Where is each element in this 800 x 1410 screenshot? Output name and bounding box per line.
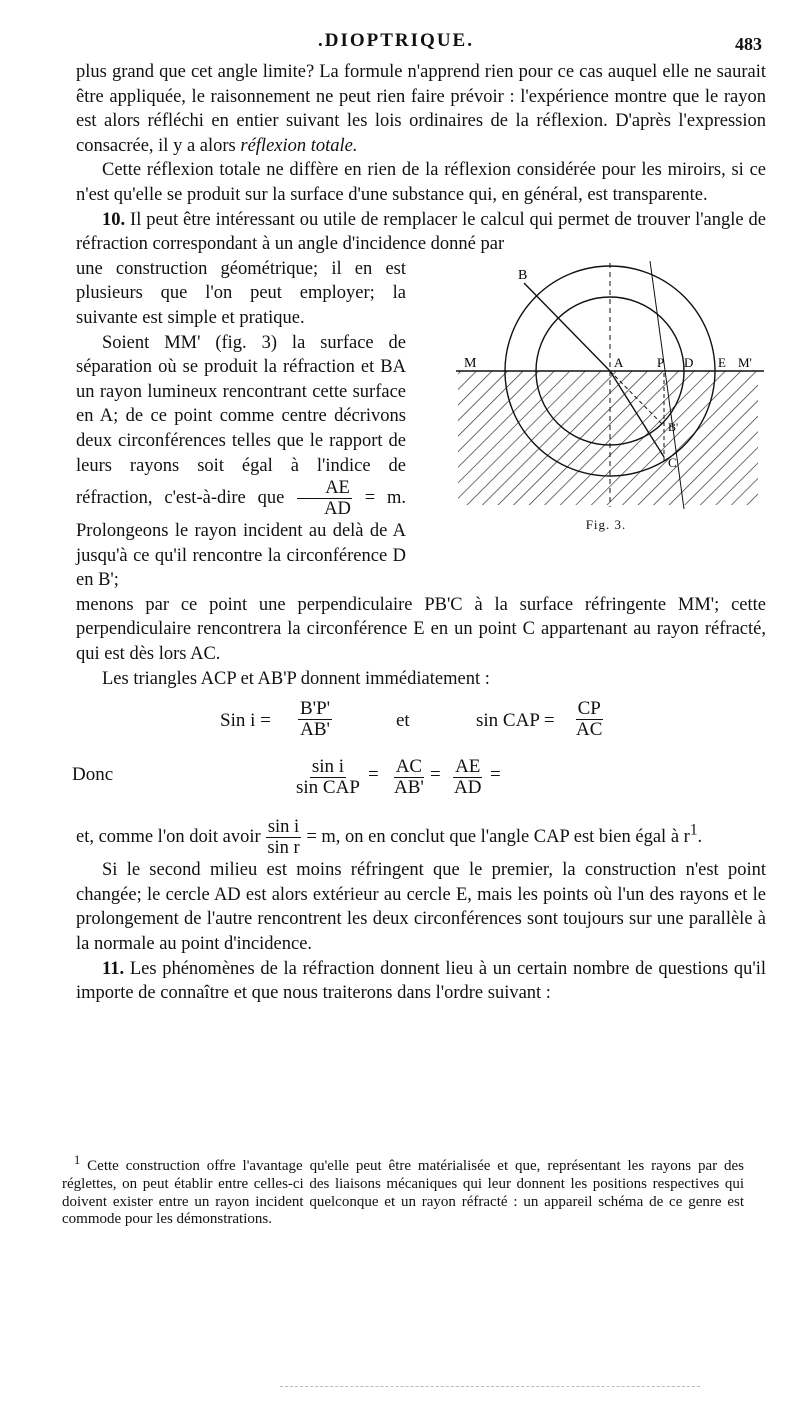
que-text: que [257,487,285,508]
label-M: M [464,355,477,371]
equation-donc [72,749,766,807]
paragraph-soient-text: Soient MM' (fig. 3) la surface de séparation où se produit la réfraction et BA un rayon lumineux rencontrant cette surface en A; de ce point comme centre décrivons deux circonférences telles que le rapport de leurs rayons soit égal à l'indice de réfraction, c'est-à-dire [76,332,406,508]
paragraph-11 [76,957,766,1006]
section-number-10: 10. [102,209,126,230]
paragraph-soient [76,331,406,593]
figure-3 [446,261,766,538]
paragraph-10 [76,208,766,257]
label-M-prime: M' [738,354,752,370]
footnote [62,1152,744,1229]
eq1-and: et [396,710,410,732]
paragraph-2: Cette réflexion totale ne diffère en rien de la réflexion considérée pour les miroirs, si ce n'est qu'elle se produit sur la surface d'une substance qui, en général, est transparente. [76,160,766,205]
page-header [0,28,800,54]
bottom-rule [280,1386,700,1387]
paragraph-10-text: Il peut être intéressant ou utile de remplacer le calcul qui permet de trouver l'angle de réfraction correspondant à un angle d'incidence donné par [76,209,766,255]
paragraph-1 [76,60,766,158]
paragraph-1-italic: réflexion totale. [240,135,358,156]
label-A: A [614,354,624,370]
eq2-equals-2: = [430,764,441,786]
section-number-11: 11. [102,958,125,979]
fraction-AE-AD: $\frac{AE}{AD}$ [296,478,353,519]
page-number: 483 [735,34,762,54]
eq2-frac2: $\frac{AC}{AB'}$ [394,756,424,799]
paragraph-comme: et, comme l'on doit avoir $\frac{\text{sin i}}{\text{sin r}}$ = m, on en conclut que l'angle CAP est bien égal à $r^1$. [76,817,703,859]
donc-label: Donc [72,764,114,786]
paragraph-menons: menons par ce point une perpendiculaire PB'C à la surface réfringente MM'; cette perpendiculaire rencontrera la circonférence E en un point C appartenant au rayon réfracté, qui est dès lors AC. [76,594,766,665]
footnote-ref: 1 [689,821,698,839]
comme-pre: et, comme l'on doit avoir [76,827,261,847]
comme-post: = m, on en conclut que l'angle CAP est bien égal à r [306,827,690,847]
refraction-diagram [446,261,766,509]
main-text [72,60,767,1006]
wrapped-text [76,257,406,593]
footnote-text: Cette construction offre l'avantage qu'elle peut être matérialisée et que, représentant les rayons par des réglettes, on peut établir entre celles-ci des liaisons mécaniques qui leur donnent les positions respectives qui doivent exister entre un rayon incident quelconque et un rayon réfracté : un appareil schéma de ce genre est commode pour les démonstrations. [62,1158,745,1228]
paragraph-second-milieu: Si le second milieu est moins réfringent que le premier, la construction n'est point changée; le cercle AD est alors extérieur au cercle E, mais les points où l'un des rayons et le prolongement de l'autre rencontrent les deux circonférences sont toujours sur une parallèle à la normale au point d'incidence. [76,860,766,955]
paragraph-triangles: Les triangles ACP et AB'P donnent immédiatement : [102,668,490,689]
eq2-tail: = [490,764,501,786]
equation-sine [76,691,766,749]
label-B-prime: B' [668,419,679,434]
label-P: P [657,354,665,370]
paragraph-1-text: plus grand que cet angle limite? La formule n'apprend rien pour ce cas auquel elle ne saurait être appliquée, le raisonnement ne peut rien faire prévoir : l'expérience montre que le rayon est alors réfléchi en entier suivant les lois ordinaires de la réflexion. D'après l'expression consacrée, il y a alors [76,62,766,156]
label-E: E [718,354,726,370]
label-D: D [684,354,694,370]
paragraph-soient-eq: = m. Prolongeons le rayon incident au delà de A jusqu'à ce qu'il rencontre la circonférence D en B'; [76,487,407,591]
label-C: C [668,454,677,470]
paragraph-11-text: Les phénomènes de la réfraction donnent lieu à un certain nombre de questions qu'il importe de connaître et que nous traiterons dans l'ordre suivant : [76,958,767,1004]
paragraph-10-wrap: une construction géométrique; il en est plusieurs que l'on peut employer; la suivante est simple et pratique. [76,258,406,328]
figure-caption: Fig. 3. [585,516,627,532]
eq2-frac3: $\frac{AE}{AD}$ [454,756,482,799]
eq1-rhs: sin CAP = [476,710,555,732]
eq2-frac1: sin i sin CAP [296,756,360,799]
fraction-sin-i-sin-r: $\frac{\text{sin i}}{\text{sin r}}$ [267,817,300,859]
eq1-lhs: Sin i = [220,710,271,732]
footnote-marker: 1 [74,1153,81,1167]
eq2-equals-1: = [368,764,379,786]
running-title: .DIOPTRIQUE. [318,30,474,51]
label-B: B [518,267,528,283]
eq1-rhs-fraction: $\frac{CP}{AC}$ [576,698,603,741]
eq1-fraction: $\frac{B'P'}{AB'}$ [300,698,331,741]
